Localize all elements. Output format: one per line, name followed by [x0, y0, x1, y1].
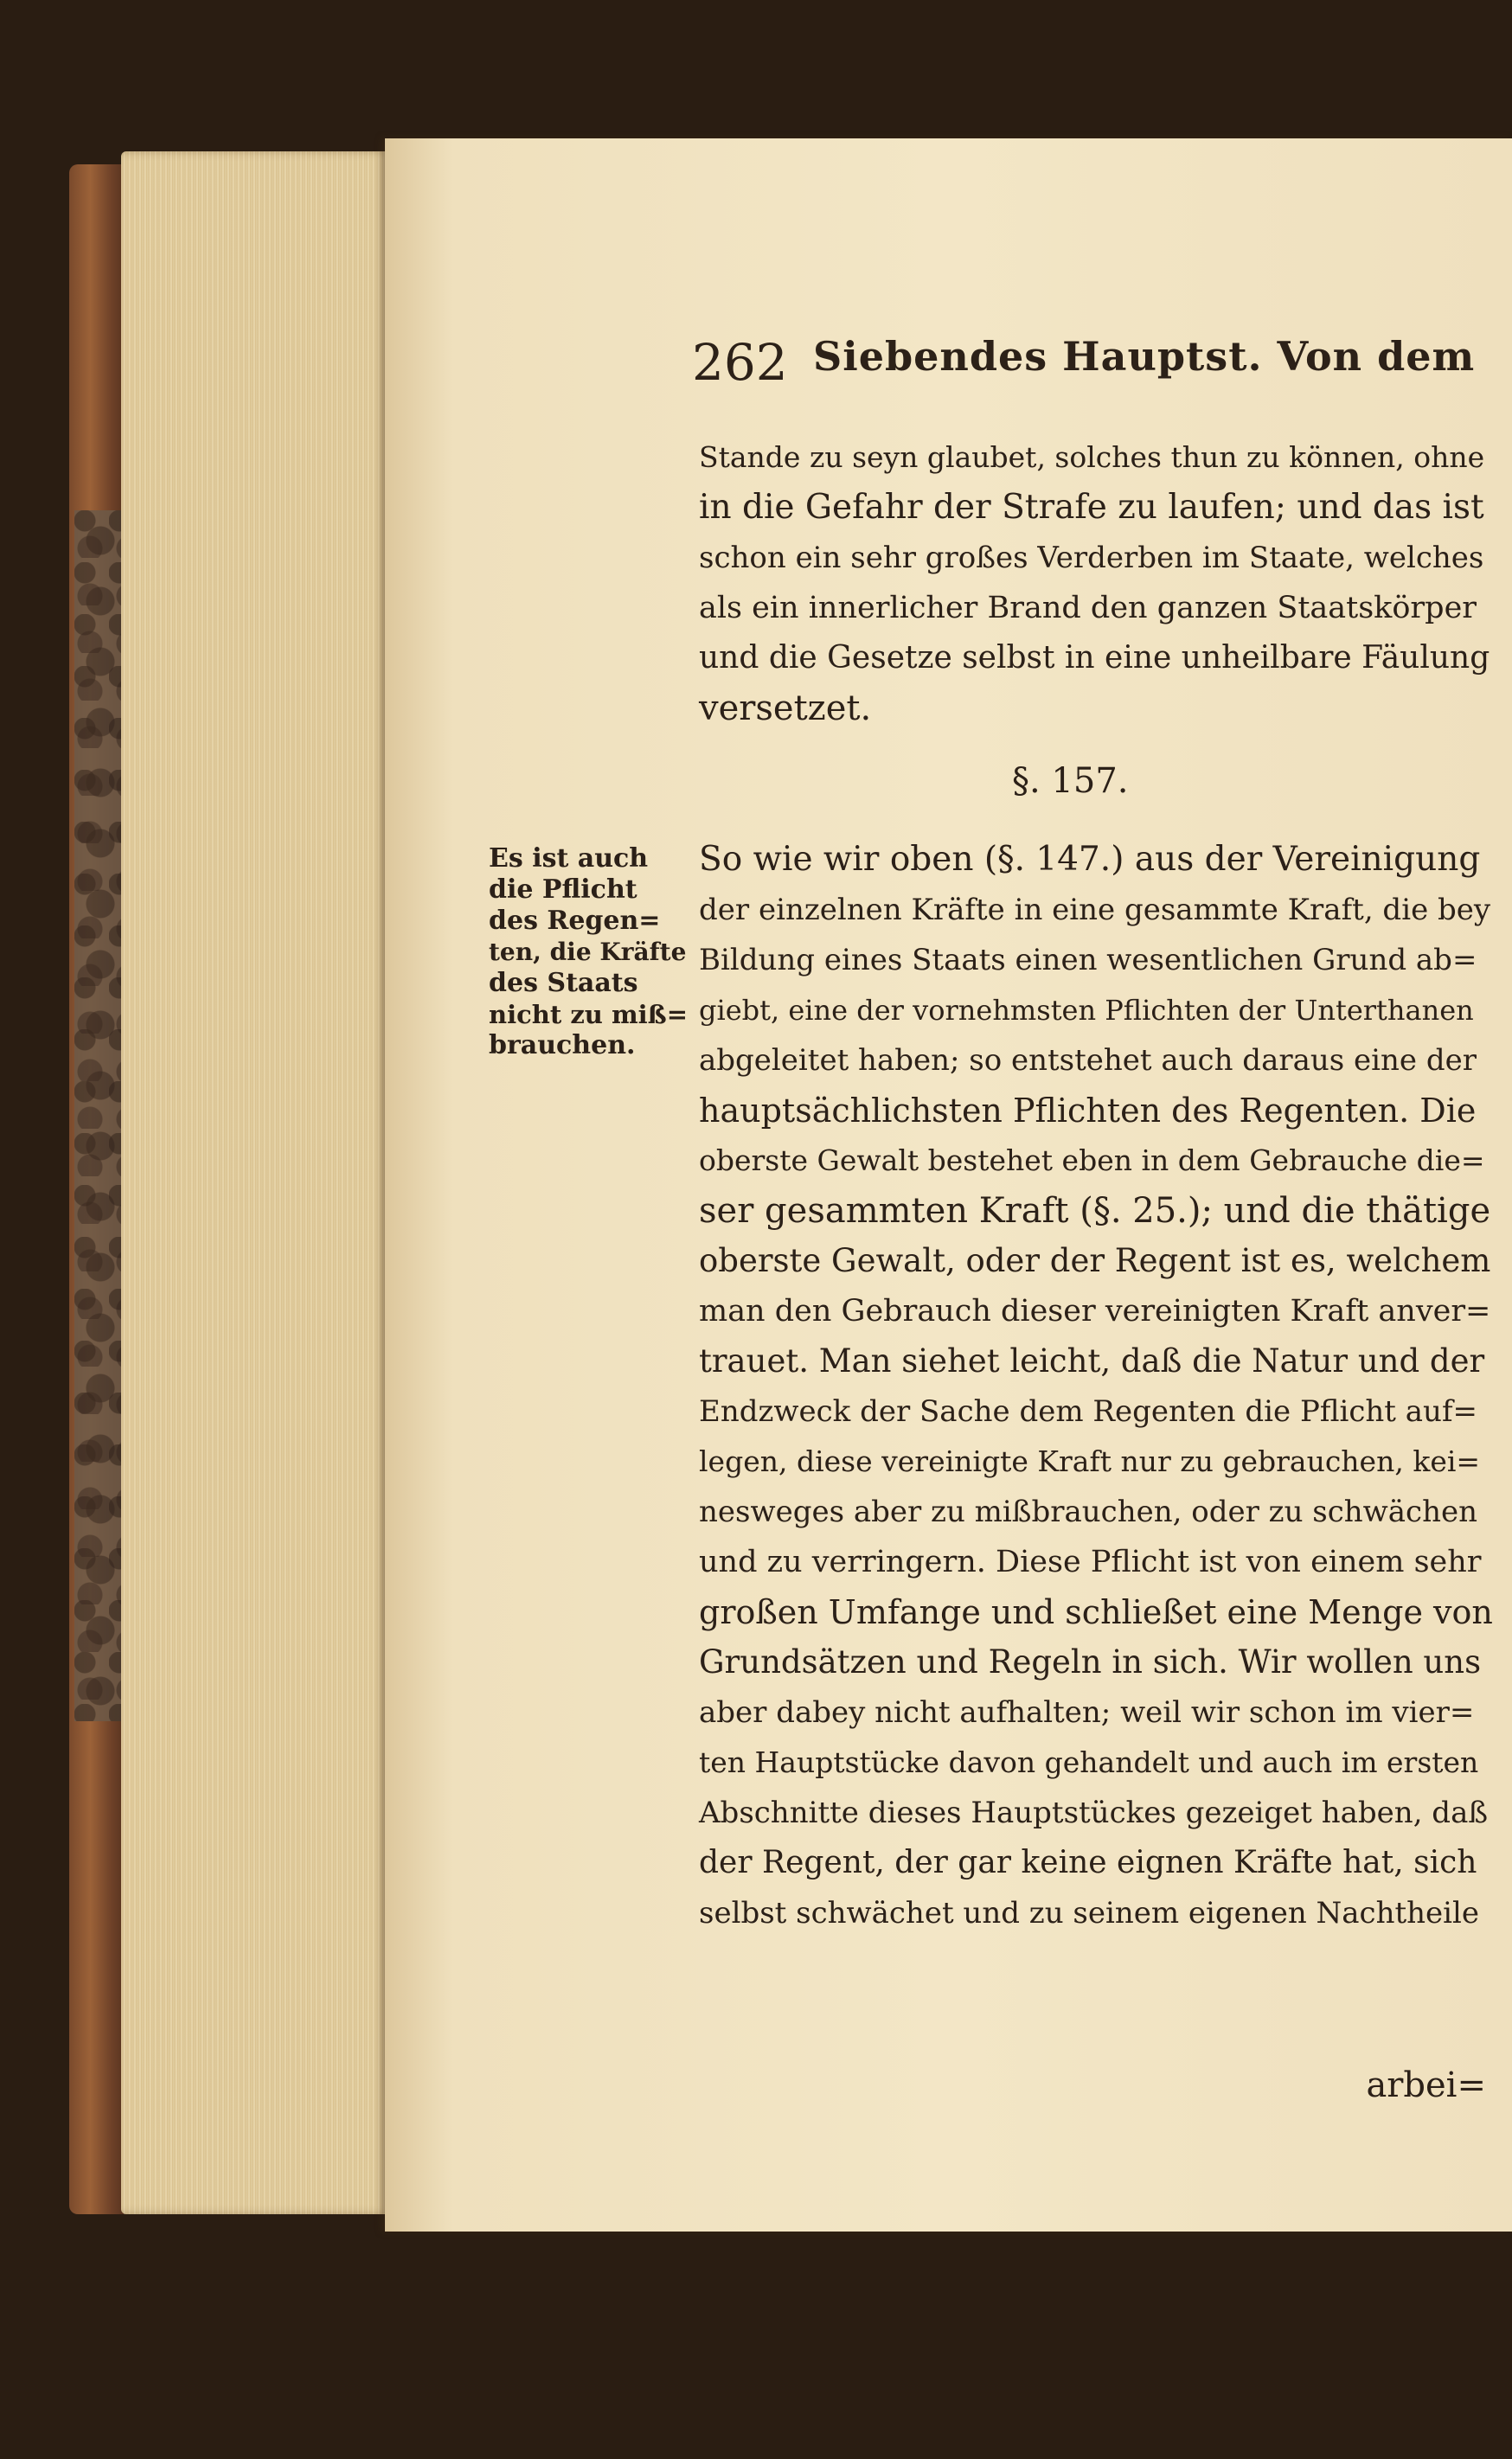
marginal-line: des Regen=: [489, 906, 661, 936]
text-line: Stande zu seyn glaubet, solches thun zu können, ohne: [699, 440, 1485, 474]
text-line: Bildung eines Staats einen wesentlichen Grund ab=: [699, 943, 1477, 977]
text-line: oberste Gewalt bestehet eben in dem Gebrauche die=: [699, 1143, 1485, 1177]
text-line: abgeleitet haben; so entstehet auch daraus eine der: [699, 1043, 1477, 1078]
text-line: selbst schwächet und zu seinem eigenen Nachtheile: [699, 1896, 1480, 1931]
text-line: nesweges aber zu mißbrauchen, oder zu schwächen: [699, 1495, 1478, 1529]
marginal-line: ten, die Kräfte: [489, 938, 687, 966]
marginal-line: die Pflicht: [489, 874, 637, 905]
text-line: der einzelnen Kräfte in eine gesammte Kraft, die bey: [699, 893, 1491, 927]
text-line: ser gesammten Kraft (§. 25.); und die thätige: [699, 1191, 1491, 1231]
section-heading: §. 157.: [1012, 761, 1129, 801]
text-line: als ein innerlicher Brand den ganzen Staatskörper: [699, 591, 1477, 625]
page-edges: [121, 151, 389, 2214]
text-line: giebt, eine der vornehmsten Pflichten der Unterthanen: [699, 994, 1474, 1027]
text-line: Endzweck der Sache dem Regenten die Pflicht auf=: [699, 1394, 1478, 1429]
running-title: Siebendes Hauptst. Von dem: [813, 333, 1476, 380]
text-line: und zu verringern. Diese Pflicht ist von einem sehr: [699, 1545, 1482, 1579]
text-line: und die Gesetze selbst in eine unheilbare Fäulung: [699, 640, 1490, 676]
text-line: in die Gefahr der Strafe zu laufen; und das ist: [699, 488, 1484, 527]
catchword: arbei=: [1366, 2065, 1486, 2105]
text-line: versetzet.: [699, 688, 872, 728]
text-line: der Regent, der gar keine eignen Kräfte hat, sich: [699, 1845, 1477, 1880]
text-line: schon ein sehr großes Verderben im Staate, welches: [699, 541, 1484, 575]
text-line: Grundsätzen und Regeln in sich. Wir wollen uns: [699, 1643, 1482, 1681]
text-line: großen Umfange und schließet eine Menge von: [699, 1593, 1493, 1631]
marginal-line: des Staats: [489, 968, 638, 998]
text-line: legen, diese vereinigte Kraft nur zu gebrauchen, kei=: [699, 1444, 1481, 1478]
text-line: trauet. Man siehet leicht, daß die Natur und der: [699, 1342, 1485, 1380]
text-line: ten Hauptstücke davon gehandelt und auch im ersten: [699, 1745, 1479, 1779]
marginal-line: nicht zu miß=: [489, 1000, 689, 1029]
text-line: Abschnitte dieses Hauptstückes gezeiget haben, daß: [699, 1796, 1489, 1830]
text-line: So wie wir oben (§. 147.) aus der Vereinigung: [699, 840, 1481, 879]
text-line: aber dabey nicht aufhalten; weil wir schon im vier=: [699, 1695, 1475, 1730]
text-line: hauptsächlichsten Pflichten des Regenten. Die: [699, 1092, 1477, 1130]
marbled-cover: [74, 510, 125, 1721]
text-line: man den Gebrauch dieser vereinigten Kraft anver=: [699, 1294, 1491, 1329]
page-number: 262: [692, 333, 788, 392]
text-line: oberste Gewalt, oder der Regent ist es, welchem: [699, 1242, 1491, 1279]
marginal-line: Es ist auch: [489, 843, 649, 874]
marginal-line: brauchen.: [489, 1030, 636, 1060]
